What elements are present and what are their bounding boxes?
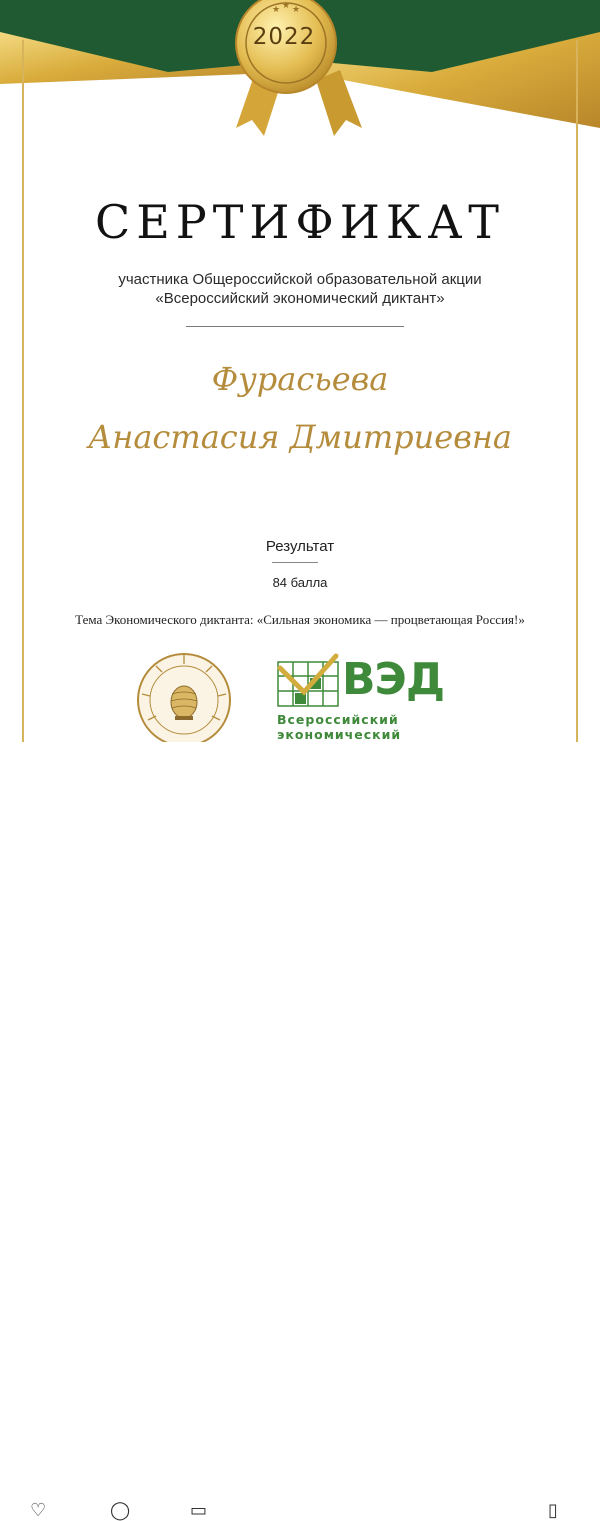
medal-year: 2022 xyxy=(252,24,316,50)
comment-icon[interactable]: ◯ xyxy=(110,1500,131,1521)
bookmark-icon[interactable]: ▯ xyxy=(548,1500,558,1521)
subtitle-line-1: участника Общероссийской образовательной акции xyxy=(118,271,482,288)
share-icon[interactable]: ▭ xyxy=(190,1500,208,1521)
certificate-title: СЕРТИФИКАТ xyxy=(95,195,505,249)
economic-society-seal-icon xyxy=(134,650,234,742)
subtitle-line-2: «Всероссийский экономический диктант» xyxy=(155,290,445,307)
score-value: 84 балла xyxy=(272,575,328,590)
ved-line-1: Всероссийский xyxy=(277,712,399,727)
ved-line-2: экономический xyxy=(277,727,402,742)
certificate xyxy=(0,0,600,742)
divider xyxy=(186,326,404,327)
bottom-toolbar xyxy=(0,742,600,1521)
svg-text:★: ★ xyxy=(292,5,301,15)
svg-text:★: ★ xyxy=(282,1,291,11)
recipient-given-names: Анастасия Дмитриевна xyxy=(88,418,512,456)
svg-text:★: ★ xyxy=(272,5,281,15)
recipient-surname: Фурасьева xyxy=(211,360,389,398)
result-label: Результат xyxy=(265,538,335,555)
heart-icon[interactable]: ♡ xyxy=(30,1500,47,1521)
ved-abbreviation: ВЭД xyxy=(342,654,445,705)
dictation-theme: Тема Экономического диктанта: «Сильная экономика — процветающая Россия!» xyxy=(75,612,525,627)
result-divider xyxy=(272,562,318,563)
